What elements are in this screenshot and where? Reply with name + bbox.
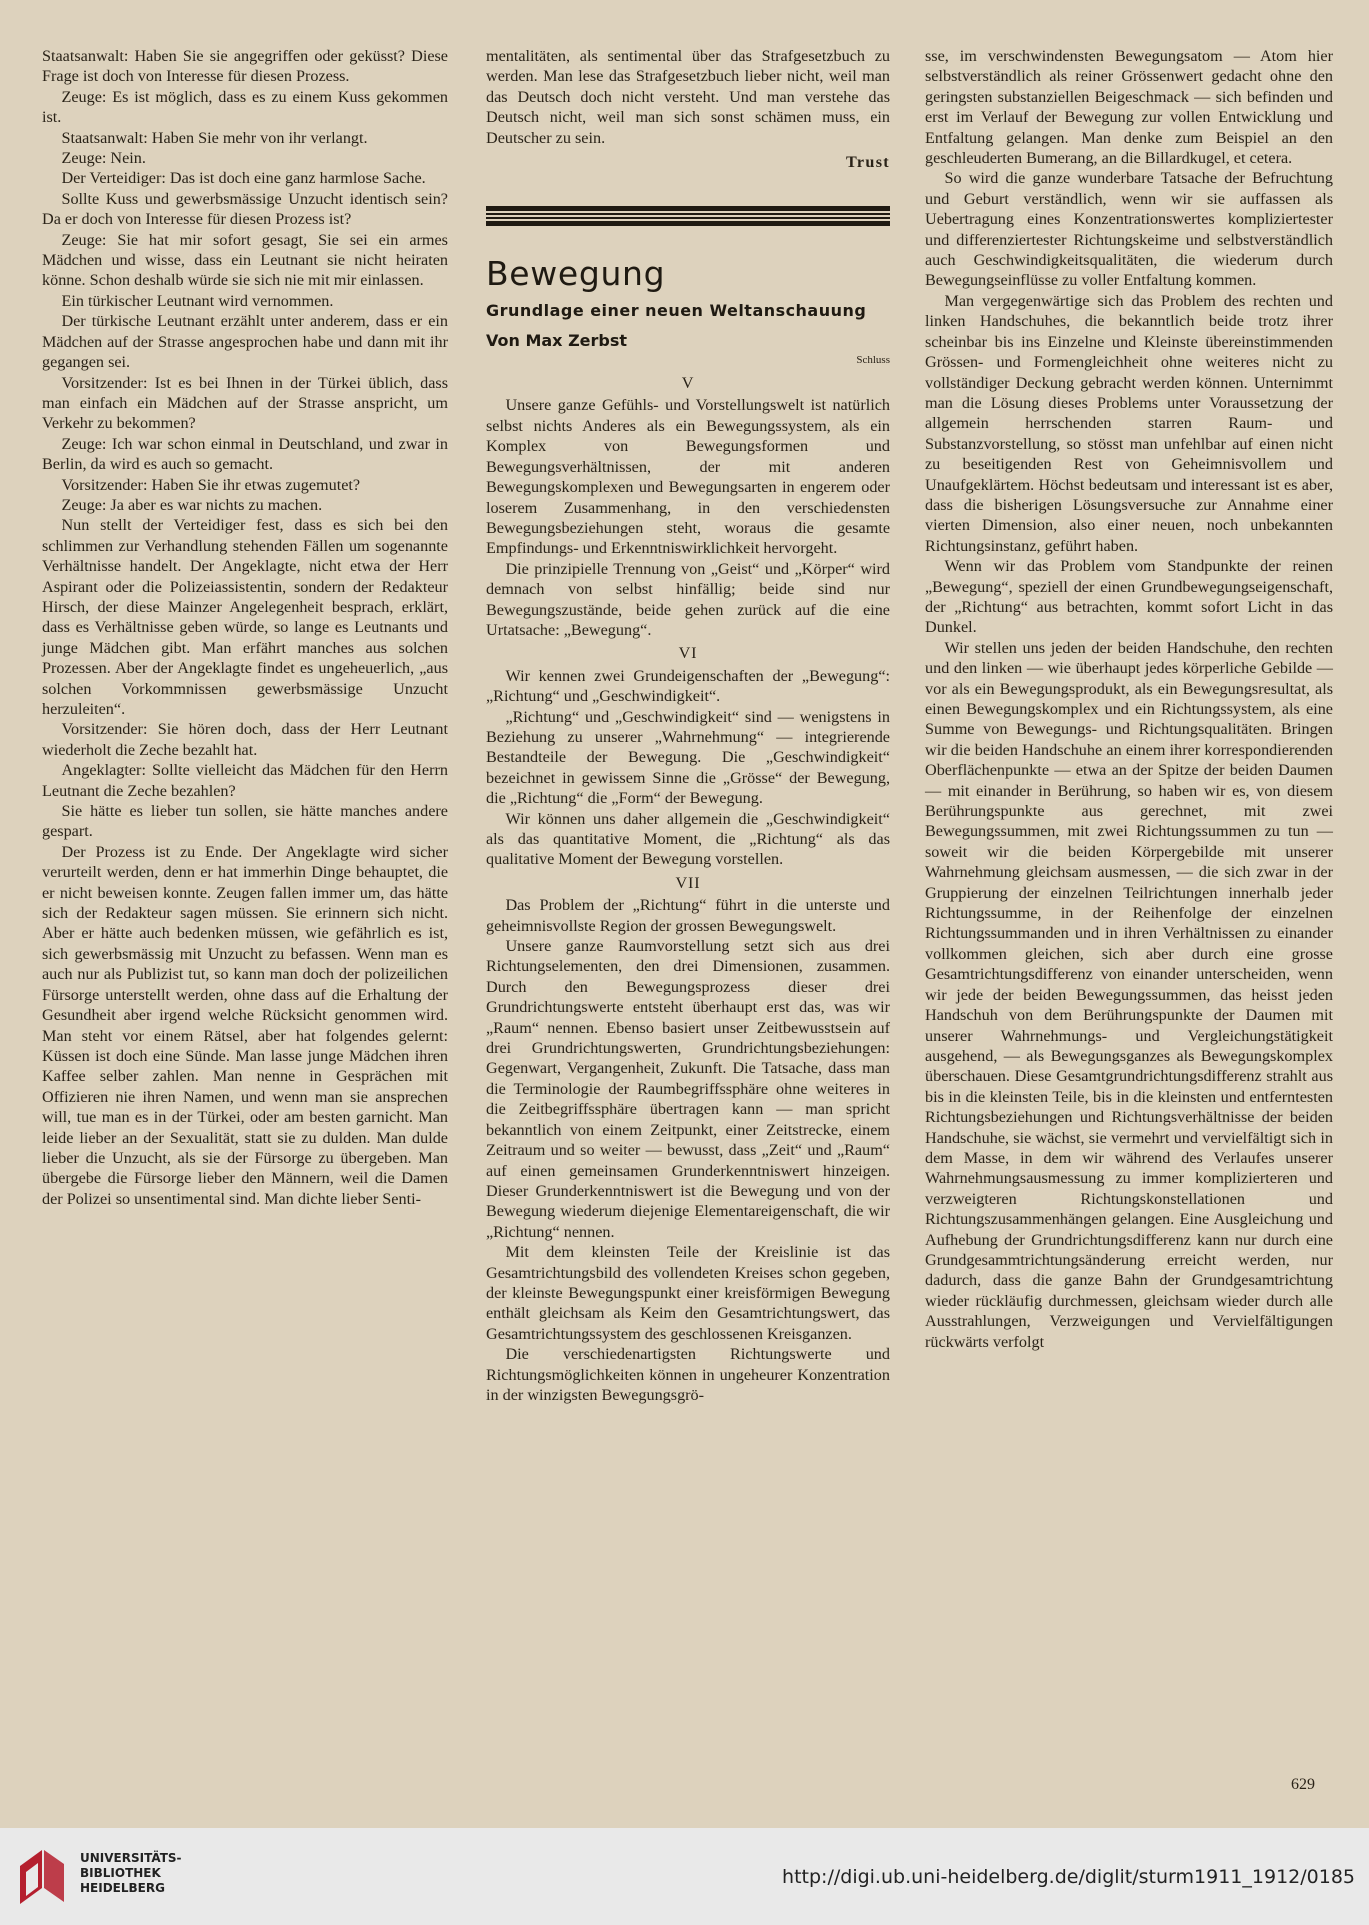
paragraph: Sollte Kuss und gewerbsmässige Unzucht identisch sein? Da er doch von Interesse für diesen Prozess ist? [42,189,448,229]
library-name-line: UNIVERSITÄTS- [80,1851,182,1865]
page-number: 629 [1291,1776,1315,1793]
paragraph: Der Verteidiger: Das ist doch eine ganz harmlose Sache. [61,169,426,188]
permalink-url[interactable]: http://digi.ub.uni-heidelberg.de/diglit/sturm1911_1912/0185 [782,1866,1355,1888]
paragraph: sse, im verschwindensten Bewegungsatom — Atom hier selbstverständlich als reiner Grössenwert gedacht ohne den geringsten substanziellen Beigeschmack — sich befinden und erst im Verlauf der Bewegung zur vollen Entwicklung und Entfaltung gelangen. Man denke zum Beispiel an den geschleuderten Bumerang, an die Billardkugel, et cetera. [925,47,1333,168]
paragraph: Vorsitzender: Haben Sie ihr etwas zugemutet? [61,475,361,494]
article-title: Bewegung [486,254,666,294]
paragraph: Wenn wir das Problem vom Standpunkte der reinen „Bewegung“, speziell der einen Grundbewegungseigenschaft, der „Richtung“ aus betrachten, kommt sofort Licht in das Dunkel. [925,557,1333,637]
paragraph: Zeuge: Es ist möglich, dass es zu einem Kuss gekommen ist. [42,87,448,127]
paragraph: Vorsitzender: Sie hören doch, dass der Herr Leutnant wiederholt die Zeche bezahlt hat. [42,720,448,759]
paragraph: Sie hätte es lieber tun sollen, sie hätte manches andere gespart. [42,802,448,841]
paragraph: Wir stellen uns jeden der beiden Handschuhe, den rechten und den linken — wie überhaupt jedes körperliche Gebilde — vor als ein Bewegungsprodukt, als ein Bewegungsresultat, als einen Bewegungskomplex und ein Richtungssystem, als eine Summe von Bewegungs- und Richtungsqualitäten. Bringen wir die beiden Handschuhe an einem ihrer korrespondierenden Oberflächenpunkte — etwa an der Spitze der beiden Daumen — mit einander in Berührung, so haben wir es, von diesem Berührungspunkte aus gerechnet, mit zwei Bewegungssummen, mit zwei Richtungssummen zu tun — soweit wir die beiden Körpergebilde mit unserer Wahrnehmung gleichsam ausmessen, — die sich zwar in der Gruppierung der einzelnen Teilrichtungen innerhalb jeder Richtungssumme, in der Reihenfolge der einzelnen Richtungssummanden und in ihren Verhältnissen zu einander vollkommen gleichen, sich aber durch eine grosse Gesamtrichtungsdifferenz von einander unterscheiden, wenn wir jede der beiden Bewegungssummen, das heisst jeden Handschuh von dem Berührungspunkte der Daumen mit unserer Wahrnehmungs- und Vergleichungstätigkeit ausgehend, — als Bewegungsganzes als Bewegungskomplex überschauen. Diese Gesamtgrundrichtungsdifferenz strahlt aus bis in die kleinsten Teile, bis in die kleinsten und entferntesten Richtungsbeziehungen und Richtungsverhältnisse der beiden Handschuhe, sie wächst, sie vermehrt und vervielfältigt sich in dem Masse, in dem wir während des Verlaufes unserer Wahrnehmungsausmessung zu immer komplizierteren und verzweigteren Richtungskonstellationen und Richtungszusammenhängen gelangen. Eine Ausgleichung und Aufhebung der Grundrichtungsdifferenz kann nur durch eine Grundgesammtrichtungsänderung erreicht werden, nur dadurch, dass die ganze Bahn der Grundgesamtrichtung wieder rückläufig durchmessen, gleichsam wieder durch alle Ausstrahlungen, Verzweigungen und Vervielfältigungen rückwärts verfolgt [925,638,1333,1351]
paragraph: Zeuge: Sie hat mir sofort gesagt, Sie sei ein armes Mädchen und wisse, dass ein Leutnant sie nicht heiraten könne. Schon deshalb würde sie sich nie mit mir einlassen. [42,230,448,290]
library-name-line: BIBLIOTHEK [80,1866,161,1880]
decorative-rule [486,206,890,226]
paragraph: mentalitäten, als sentimental über das Strafgesetzbuch zu werden. Man lese das Strafgesetzbuch lieber nicht, weil man das Deutsch doch nicht versteht. Und man verstehe das Deutsch nicht, weil man sich sonst schämen muss, ein Deutscher zu sein. [486,47,890,147]
article-author: Von Max Zerbst [486,331,628,351]
section-heading: VI [678,644,698,663]
paragraph: Mit dem kleinsten Teile der Kreislinie ist das Gesamtrichtungsbild des vollendeten Kreises schon gegeben, der kleinste Bewegungspunkt einer kreisförmigen Bewegung enthält gleichsam als Keim den Gesamtrichtungswert, das Gesamtrichtungssystem des geschlossenen Kreisganzen. [486,1243,890,1343]
paragraph: Unsere ganze Raumvorstellung setzt sich aus drei Richtungselementen, den drei Dimensionen, zusammen. Durch den Bewegungsprozess dieser drei Grundrichtungswerte entsteht überhaupt erst das, was wir „Raum“ nennen. Ebenso basiert unser Zeitbewusstsein auf drei Grundrichtungswerten, Grundrichtungsbeziehungen: Gegenwart, Vergangenheit, Zukunft. Die Tatsache, dass man die Terminologie der Raumbegriffssphäre ohne weiteres in die Zeitbegriffssphäre übertragen kann — man spricht bekanntlich von einem Zeitpunkt, einer Zeitstrecke, einem Zeitraum und so weiter — bewusst, dass „Zeit“ und „Raum“ auf einen gemeinsamen Grunderkenntniswert hinzeigen. Dieser Grunderkenntniswert ist die Bewegung und von der Bewegung wiederum diejenige Elementareigenschaft, die wir „Richtung“ nennen. [486,937,890,1241]
paragraph: Staatsanwalt: Haben Sie sie angegriffen oder geküsst? Diese Frage ist doch von Interesse für diesen Prozess. [42,47,448,86]
column-middle [486,46,890,1405]
paragraph: Die verschiedenartigsten Richtungswerte und Richtungsmöglichkeiten können in ungeheurer Konzentration in der winzigsten Bewegungsgrö- [486,1345,890,1404]
paragraph: Der Prozess ist zu Ende. Der Angeklagte wird sicher verurteilt werden, denn er hat immerhin Dinge behauptet, die er nicht beweisen konnte. Zeugen fallen immer um, das hätte sich der Redakteur sagen müssen. Sie erinnern sich nicht. Aber er hätte auch bedenken müssen, wie gefährlich es ist, sich gewerbsmässig mit Unzucht zu befassen. Wenn man es auch nur als Publizist tut, so kann man doch der polizeilichen Fürsorge unterstellt werden, ohne dass auf die Erhaltung der Gesundheit aber irgend welche Rücksicht genommen wird. Man steht vor einem Rätsel, aber hat folgendes gelernt: Küssen ist doch eine Sünde. Man lasse junge Mädchen ihren Kaffee selber zahlen. Man nenne in Gesprächen mit Offizieren nie ihren Namen, und wenn man sie ansprechen will, tue man es in der Türkei, oder am besten garnicht. Man leide lieber an der Sexualität, statt sie zu dulden. Man dulde lieber die Unzucht, als sie der Fürsorge zu übergeben. Man übergebe die Fürsorge lieber den Männern, weil die Damen der Polizei so unsentimental sind. Man dichte lieber Senti- [42,842,448,1208]
library-name[interactable] [80,1851,182,1896]
paragraph: Vorsitzender: Ist es bei Ihnen in der Türkei üblich, dass man einfach ein Mädchen auf der Strasse anspricht, um Verkehr zu bekommen? [42,373,448,433]
paragraph: Ein türkischer Leutnant wird vernommen. [61,291,334,310]
paragraph: Zeuge: Ich war schon einmal in Deutschland, und zwar in Berlin, da wird es auch so gemacht. [42,434,448,474]
paragraph: Man vergegenwärtige sich das Problem des rechten und linken Handschuhes, die bekanntlich beide trotz ihrer scheinbar bis ins Einzelne und Kleinste übereinstimmenden Grössen- und Formengleichheit ohne weiteres nicht zu vollständiger Deckung gebracht werden können. Unternimmt man die Lösung dieses Problems unter Voraussetzung der allgemein herrschenden starren Raum- und Substanzvorstellung, so stösst man unfehlbar auf einen nicht zu beseitigenden Rest von Geheimnisvollem und Unaufgeklärtem. Höchst bedeutsam und interessant ist es aber, dass die bisherigen Lösungsversuche zur Annahme einer vierten Dimension, also einer neuen, noch unbekannten Richtungsinstanz, geführt haben. [925,291,1333,555]
column-left [42,46,448,1209]
section-heading: V [681,374,695,393]
paragraph: So wird die ganze wunderbare Tatsache der Befruchtung und Geburt verständlich, wenn wir sie auffassen als Uebertragung eines Konzentrationswertes kompliziertester und differenziertester Richtungskeime und selbstverständlich auch Geschwindigkeitsqualitäten, die wiederum durch Bewegungseinflüsse zu voller Entfaltung kommen. [925,169,1333,290]
paragraph: „Richtung“ und „Geschwindigkeit“ sind — wenigstens in Beziehung zu unserer „Wahrnehmung“ — integrierende Bestandteile der Bewegung. Die „Geschwindigkeit“ bezeichnet in gewissem Sinne die „Grösse“ der Bewegung, die „Richtung“ die „Form“ der Bewegung. [486,707,890,808]
paragraph: Nun stellt der Verteidiger fest, dass es sich bei den schlimmen zur Verhandlung stehenden Fällen um sogenannte Verhältnisse handelt. Der Angeklagte, nicht etwa der Herr Aspirant oder die Polizeiassistentin, sondern der Redakteur Hirsch, der diese Mainzer Angelegenheit besprach, erklärt, dass es Verhältnisse geben würde, so lange es Leutnants und junge Mädchen gibt. Man erfährt manches aus solchen Prozessen. Aber der Angeklagte findet es ungeheuerlich, „aus solchen Vorkommnissen gewerbsmässige Unzucht herzuleiten“. [42,516,448,718]
paragraph: Zeuge: Nein. [61,149,146,168]
library-name-line: HEIDELBERG [80,1881,165,1895]
column-right [925,46,1333,1352]
paragraph: Die prinzipielle Trennung von „Geist“ und „Körper“ wird demnach von selbst hinfällig; beide sind nur Bewegungszustände, beide gehen zurück auf die eine Urtatsache: „Bewegung“. [486,559,890,639]
paragraph: Der türkische Leutnant erzählt unter anderem, dass er ein Mädchen auf der Strasse angesprochen habe und dann mit ihr gegangen sei. [42,312,448,372]
article-subtitle: Grundlage einer neuen Weltanschauung [486,300,867,320]
library-footer [0,1828,1369,1925]
continuation-note: Schluss [856,353,890,366]
university-library-logo-icon[interactable] [14,1846,70,1906]
section-heading: VII [675,873,701,892]
paragraph: Wir können uns daher allgemein die „Geschwindigkeit“ als das quantitative Moment, die „Richtung“ als das qualitative Moment der Bewegung vorstellen. [486,809,890,869]
paragraph: Staatsanwalt: Haben Sie mehr von ihr verlangt. [61,128,368,147]
paragraph: Angeklagter: Sollte vielleicht das Mädchen für den Herrn Leutnant die Zeche bezahlen? [42,761,448,800]
paragraph: Unsere ganze Gefühls- und Vorstellungswelt ist natürlich selbst nichts Anderes als ein Bewegungssystem, als ein Komplex von Bewegungsformen und Bewegungsverhältnissen, der mit anderen Bewegungskomplexen und Bewegungsarten in engerem oder loserem Zusammenhang, in den verschiedensten Bewegungsbeziehungen steht, woraus die gesamte Empfindungs- und Erkenntniswirklichkeit hervorgeht. [486,396,890,558]
paragraph: Das Problem der „Richtung“ führt in die unterste und geheimnisvollste Region der grossen Bewegungswelt. [486,896,890,935]
author-signature: Trust [846,153,890,172]
paragraph: Zeuge: Ja aber es war nichts zu machen. [61,495,323,514]
paragraph: Wir kennen zwei Grundeigenschaften der „Bewegung“: „Richtung“ und „Geschwindigkeit“. [486,666,890,706]
